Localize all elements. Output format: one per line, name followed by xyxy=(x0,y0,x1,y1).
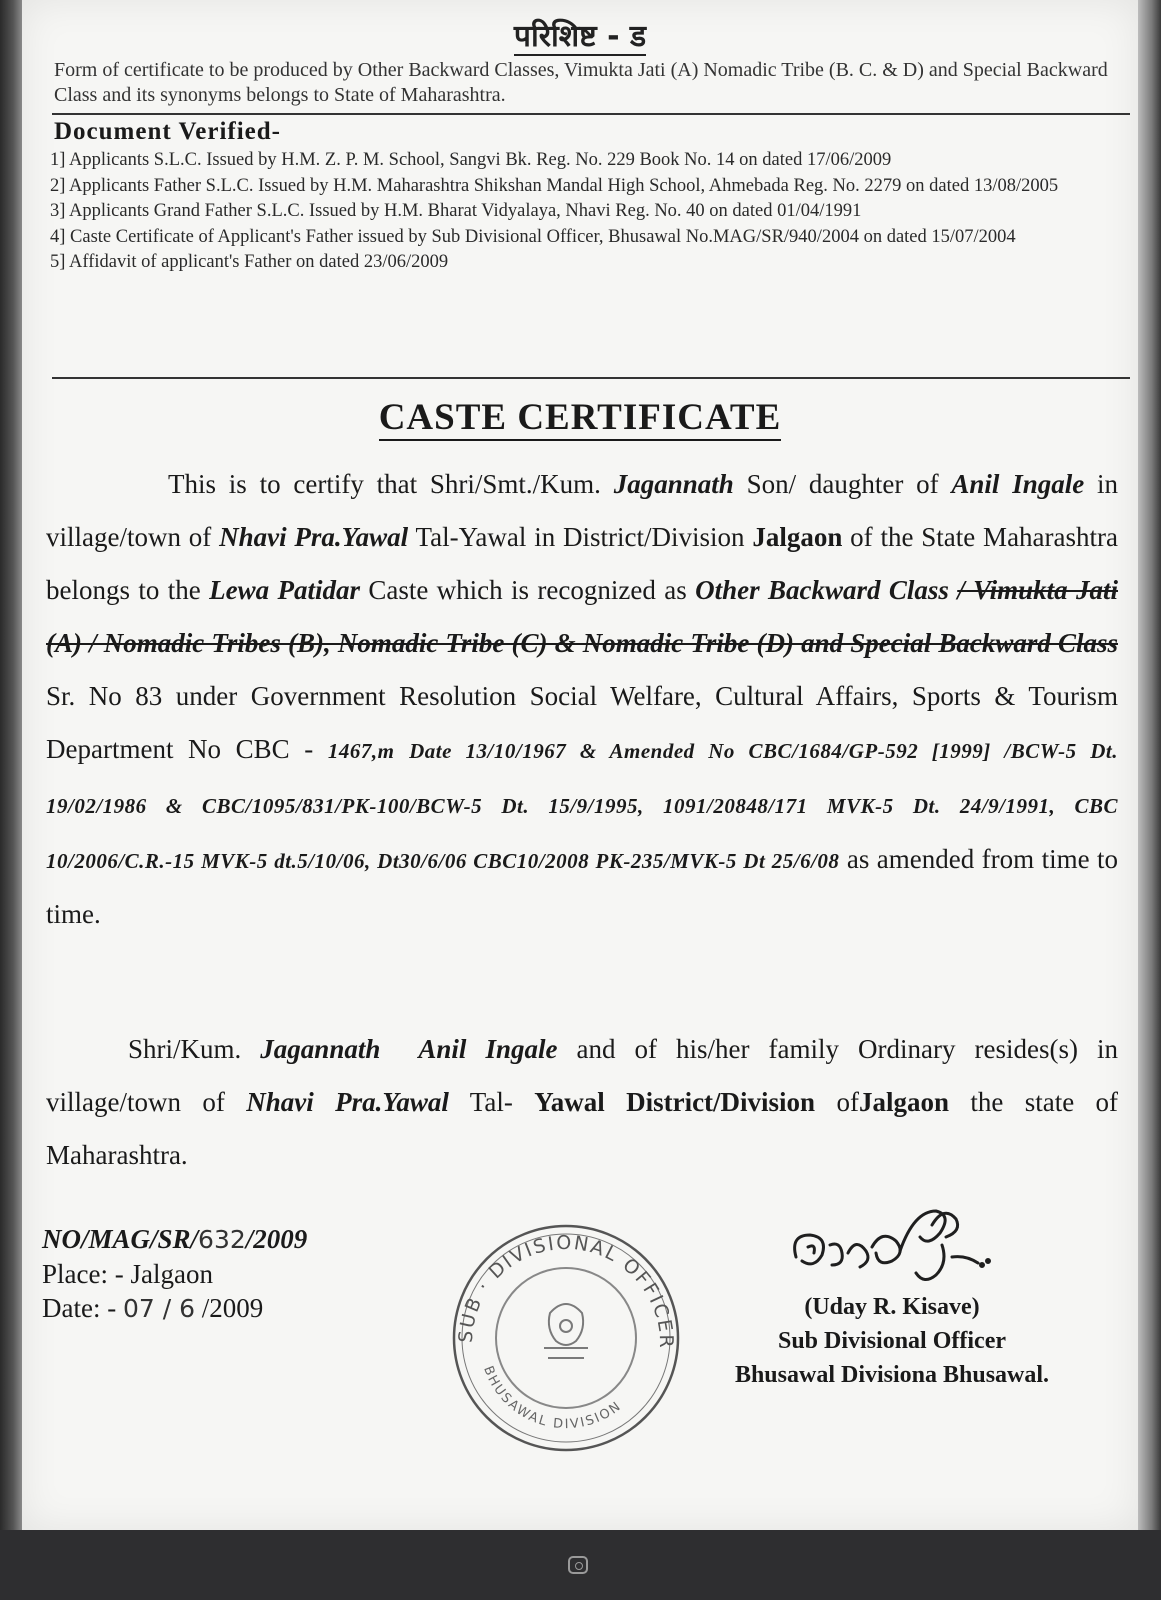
date-label: Date: - xyxy=(42,1293,117,1323)
document-item: 4] Caste Certificate of Applicant's Father issued by Sub Divisional Officer, Bhusawal No.MAG/SR/940/2004 on dated 15/07/2004 xyxy=(50,226,1016,247)
certificate-title-text: CASTE CERTIFICATE xyxy=(379,397,782,441)
text: the state of Maharashtra. xyxy=(46,1087,1119,1170)
emblem-icon xyxy=(544,1304,588,1358)
document-item: 2] Applicants Father S.L.C. Issued by H.M. Maharashtra Shikshan Mandal High School, Ahmebada Reg. No. 2279 on dated 13/08/2005 xyxy=(50,175,1059,196)
village-name: Nhavi Pra.Yawal xyxy=(246,1087,449,1117)
place-line: Place: - Jalgaon xyxy=(42,1259,213,1289)
certificate-page xyxy=(22,0,1138,1530)
taluka-name: Tal-Yawal xyxy=(415,522,527,552)
taluka-name: Yawal District/Division xyxy=(534,1087,816,1117)
document-item: 1] Applicants S.L.C. Issued by H.M. Z. P. M. School, Sangvi Bk. Reg. No. 229 Book No. 14 on dated 17/06/2009 xyxy=(50,150,892,170)
text: of the State Maharashtra belongs to the xyxy=(46,522,1118,605)
documents-heading: Document Verified- xyxy=(54,118,281,145)
district-name: Jalgaon xyxy=(858,1087,949,1117)
text: This is to certify that Shri/Smt./Kum. xyxy=(168,469,601,499)
applicant-name: Jagannath xyxy=(260,1034,381,1064)
father-name: Anil Ingale xyxy=(418,1034,558,1064)
text: of xyxy=(836,1087,859,1117)
officer-office: Bhusawal Divisiona Bhusawal. xyxy=(734,1362,1050,1388)
certificate-title xyxy=(22,396,1138,439)
resolution-references: Date 13/10/1967 & Amended No CBC/1684/GP-592 [1999] /BCW-5 Dt. 19/02/1986 & CBC/1095/831/PK-100/BCW-5 Dt. 15/9/1995, 1091/20848/171 MVK-5 Dt. 24/9/1991, CBC 10/2006/C.R.-15 MVK-5 dt.5/10/06, Dt30/6/06 CBC10/2008 PK-235/MVK-5 Dt 25/6/08 xyxy=(46,739,1118,873)
divider-rule xyxy=(52,377,1130,379)
scan-left-edge xyxy=(0,0,22,1530)
text: as amended from time to time. xyxy=(46,844,1119,929)
divider-rule xyxy=(52,113,1130,115)
resolution-reference: 1467,m xyxy=(327,739,395,763)
number-suffix: /2009 xyxy=(245,1224,308,1254)
text: in village/town of xyxy=(46,469,1119,552)
scan-right-edge xyxy=(1138,0,1161,1530)
handwritten-number: 632 xyxy=(198,1225,246,1254)
camera-icon[interactable] xyxy=(568,1556,588,1574)
text: Caste which is recognized as xyxy=(368,575,687,605)
caste-category: Other Backward Class xyxy=(695,575,949,605)
certification-paragraph xyxy=(46,458,1118,941)
number-prefix: NO/MAG/SR/ xyxy=(42,1224,199,1254)
officer-signature xyxy=(782,1195,1002,1300)
seal-bottom-text: BHUSAWAL DIVISION xyxy=(480,1364,625,1433)
village-name: Nhavi Pra.Yawal xyxy=(219,522,409,552)
date-line xyxy=(42,1291,307,1326)
text: Shri/Kum. xyxy=(128,1034,242,1064)
caste-name: Lewa Patidar xyxy=(209,575,360,605)
residence-paragraph xyxy=(46,1023,1118,1182)
text: and of his/her family Ordinary resides(s) in village/town of xyxy=(46,1034,1119,1117)
issue-details xyxy=(42,1222,307,1326)
form-description: Form of certificate to be produced by Other Backward Classes, Vimukta Jati (A) Nomadic Tribe (B. C. & D) and Special Backward Class and its synonyms belongs to State of Maharashtra. xyxy=(54,59,1108,106)
handwritten-date: 07 / 6 xyxy=(122,1294,196,1323)
certificate-number xyxy=(42,1222,307,1257)
text: Son/ daughter of xyxy=(746,469,939,499)
appendix-title-text: परिशिष्ट - ड xyxy=(513,19,647,54)
documents-list xyxy=(50,148,1130,276)
document-item: 3] Applicants Grand Father S.L.C. Issued by H.M. Bharat Vidyalaya, Nhavi Reg. No. 40 on dated 01/04/1991 xyxy=(50,201,862,221)
appendix-title xyxy=(22,14,1138,55)
officer-designation: Sub Divisional Officer xyxy=(777,1328,1006,1354)
date-year: /2009 xyxy=(201,1293,264,1323)
father-name: Anil Ingale xyxy=(951,469,1085,499)
district-name: Jalgaon xyxy=(752,522,843,552)
seal-top-text: SUB · DIVISIONAL OFFICER xyxy=(454,1231,678,1350)
officer-name: (Uday R. Kisave) xyxy=(804,1294,980,1320)
struck-out-categories: / Vimukta Jati (A) / Nomadic Tribes (B), Nomadic Tribe (C) & Nomadic Tribe (D) and Special Backward Class xyxy=(46,575,1119,658)
text: Tal- xyxy=(469,1087,513,1117)
officer-block xyxy=(652,1290,1132,1392)
text: Sr. No 83 under Government Resolution Social Welfare, Cultural Affairs, Sports & Tourism Department No CBC - xyxy=(46,681,1118,764)
text: in District/Division xyxy=(534,522,745,552)
document-item: 5] Affidavit of applicant's Father on dated 23/06/2009 xyxy=(50,252,449,272)
applicant-name: Jagannath xyxy=(613,469,734,499)
